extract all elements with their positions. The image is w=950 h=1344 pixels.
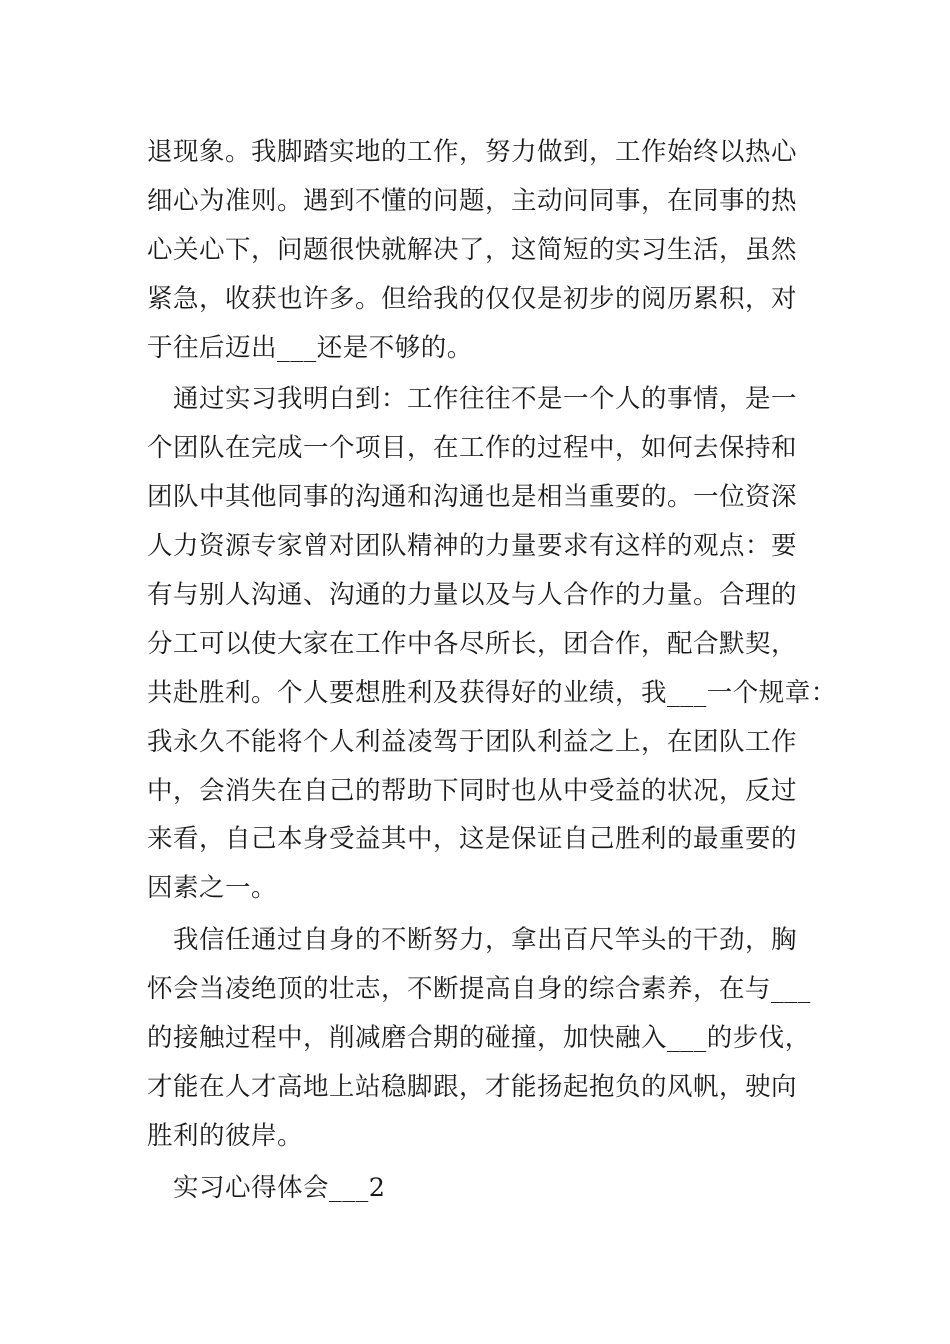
text-line: 个团队在完成一个项目，在工作的过程中，如何去保持和 xyxy=(147,433,798,464)
text-line: 我信任通过自身的不断努力，拿出百尺竿头的干劲，胸 xyxy=(173,925,798,956)
text-line: 共赴胜利。个人要想胜利及获得好的业绩，我___一个规章： xyxy=(147,677,837,708)
body-text xyxy=(147,128,837,1213)
text-line: 我永久不能将个人利益凌驾于团队利益之上，在团队工作 xyxy=(147,726,798,757)
text-line: 胜利的彼岸。 xyxy=(147,1120,304,1151)
text-line: 才能在人才高地上站稳脚跟，才能扬起抱负的风帆，驶向 xyxy=(147,1071,798,1102)
text-line: 因素之一。 xyxy=(147,873,278,904)
text-line: 人力资源专家曾对团队精神的力量要求有这样的观点：要 xyxy=(147,531,798,562)
text-line: 细心为准则。遇到不懂的问题，主动问同事，在同事的热 xyxy=(147,185,798,216)
text-line: 来看，自己本身受益其中，这是保证自己胜利的最重要的 xyxy=(147,824,798,855)
text-line: 通过实习我明白到：工作往往不是一个人的事情，是一 xyxy=(173,384,798,415)
text-line: 的接触过程中，削减磨合期的碰撞，加快融入___的步伐， xyxy=(147,1023,811,1054)
text-line: 中，会消失在自己的帮助下同时也从中受益的状况，反过 xyxy=(147,775,798,806)
text-line: 团队中其他同事的沟通和沟通也是相当重要的。一位资深 xyxy=(147,482,798,513)
text-line: 退现象。我脚踏实地的工作，努力做到，工作始终以热心 xyxy=(147,137,798,167)
text-line: 有与别人沟通、沟通的力量以及与人合作的力量。合理的 xyxy=(147,580,798,611)
text-line: 怀会当凌绝顶的壮志，不断提高自身的综合素养，在与___ xyxy=(147,974,811,1005)
text-line: 紧急，收获也许多。但给我的仅仅是初步的阅历累积，对 xyxy=(147,283,798,314)
text-line: 分工可以使大家在工作中各尽所长，团合作，配合默契， xyxy=(147,628,798,659)
text-line: 实习心得体会___2 xyxy=(173,1172,386,1203)
text-line: 于往后迈出___还是不够的。 xyxy=(147,332,473,363)
text-line: 心关心下，问题很快就解决了，这简短的实习生活，虽然 xyxy=(147,234,798,265)
